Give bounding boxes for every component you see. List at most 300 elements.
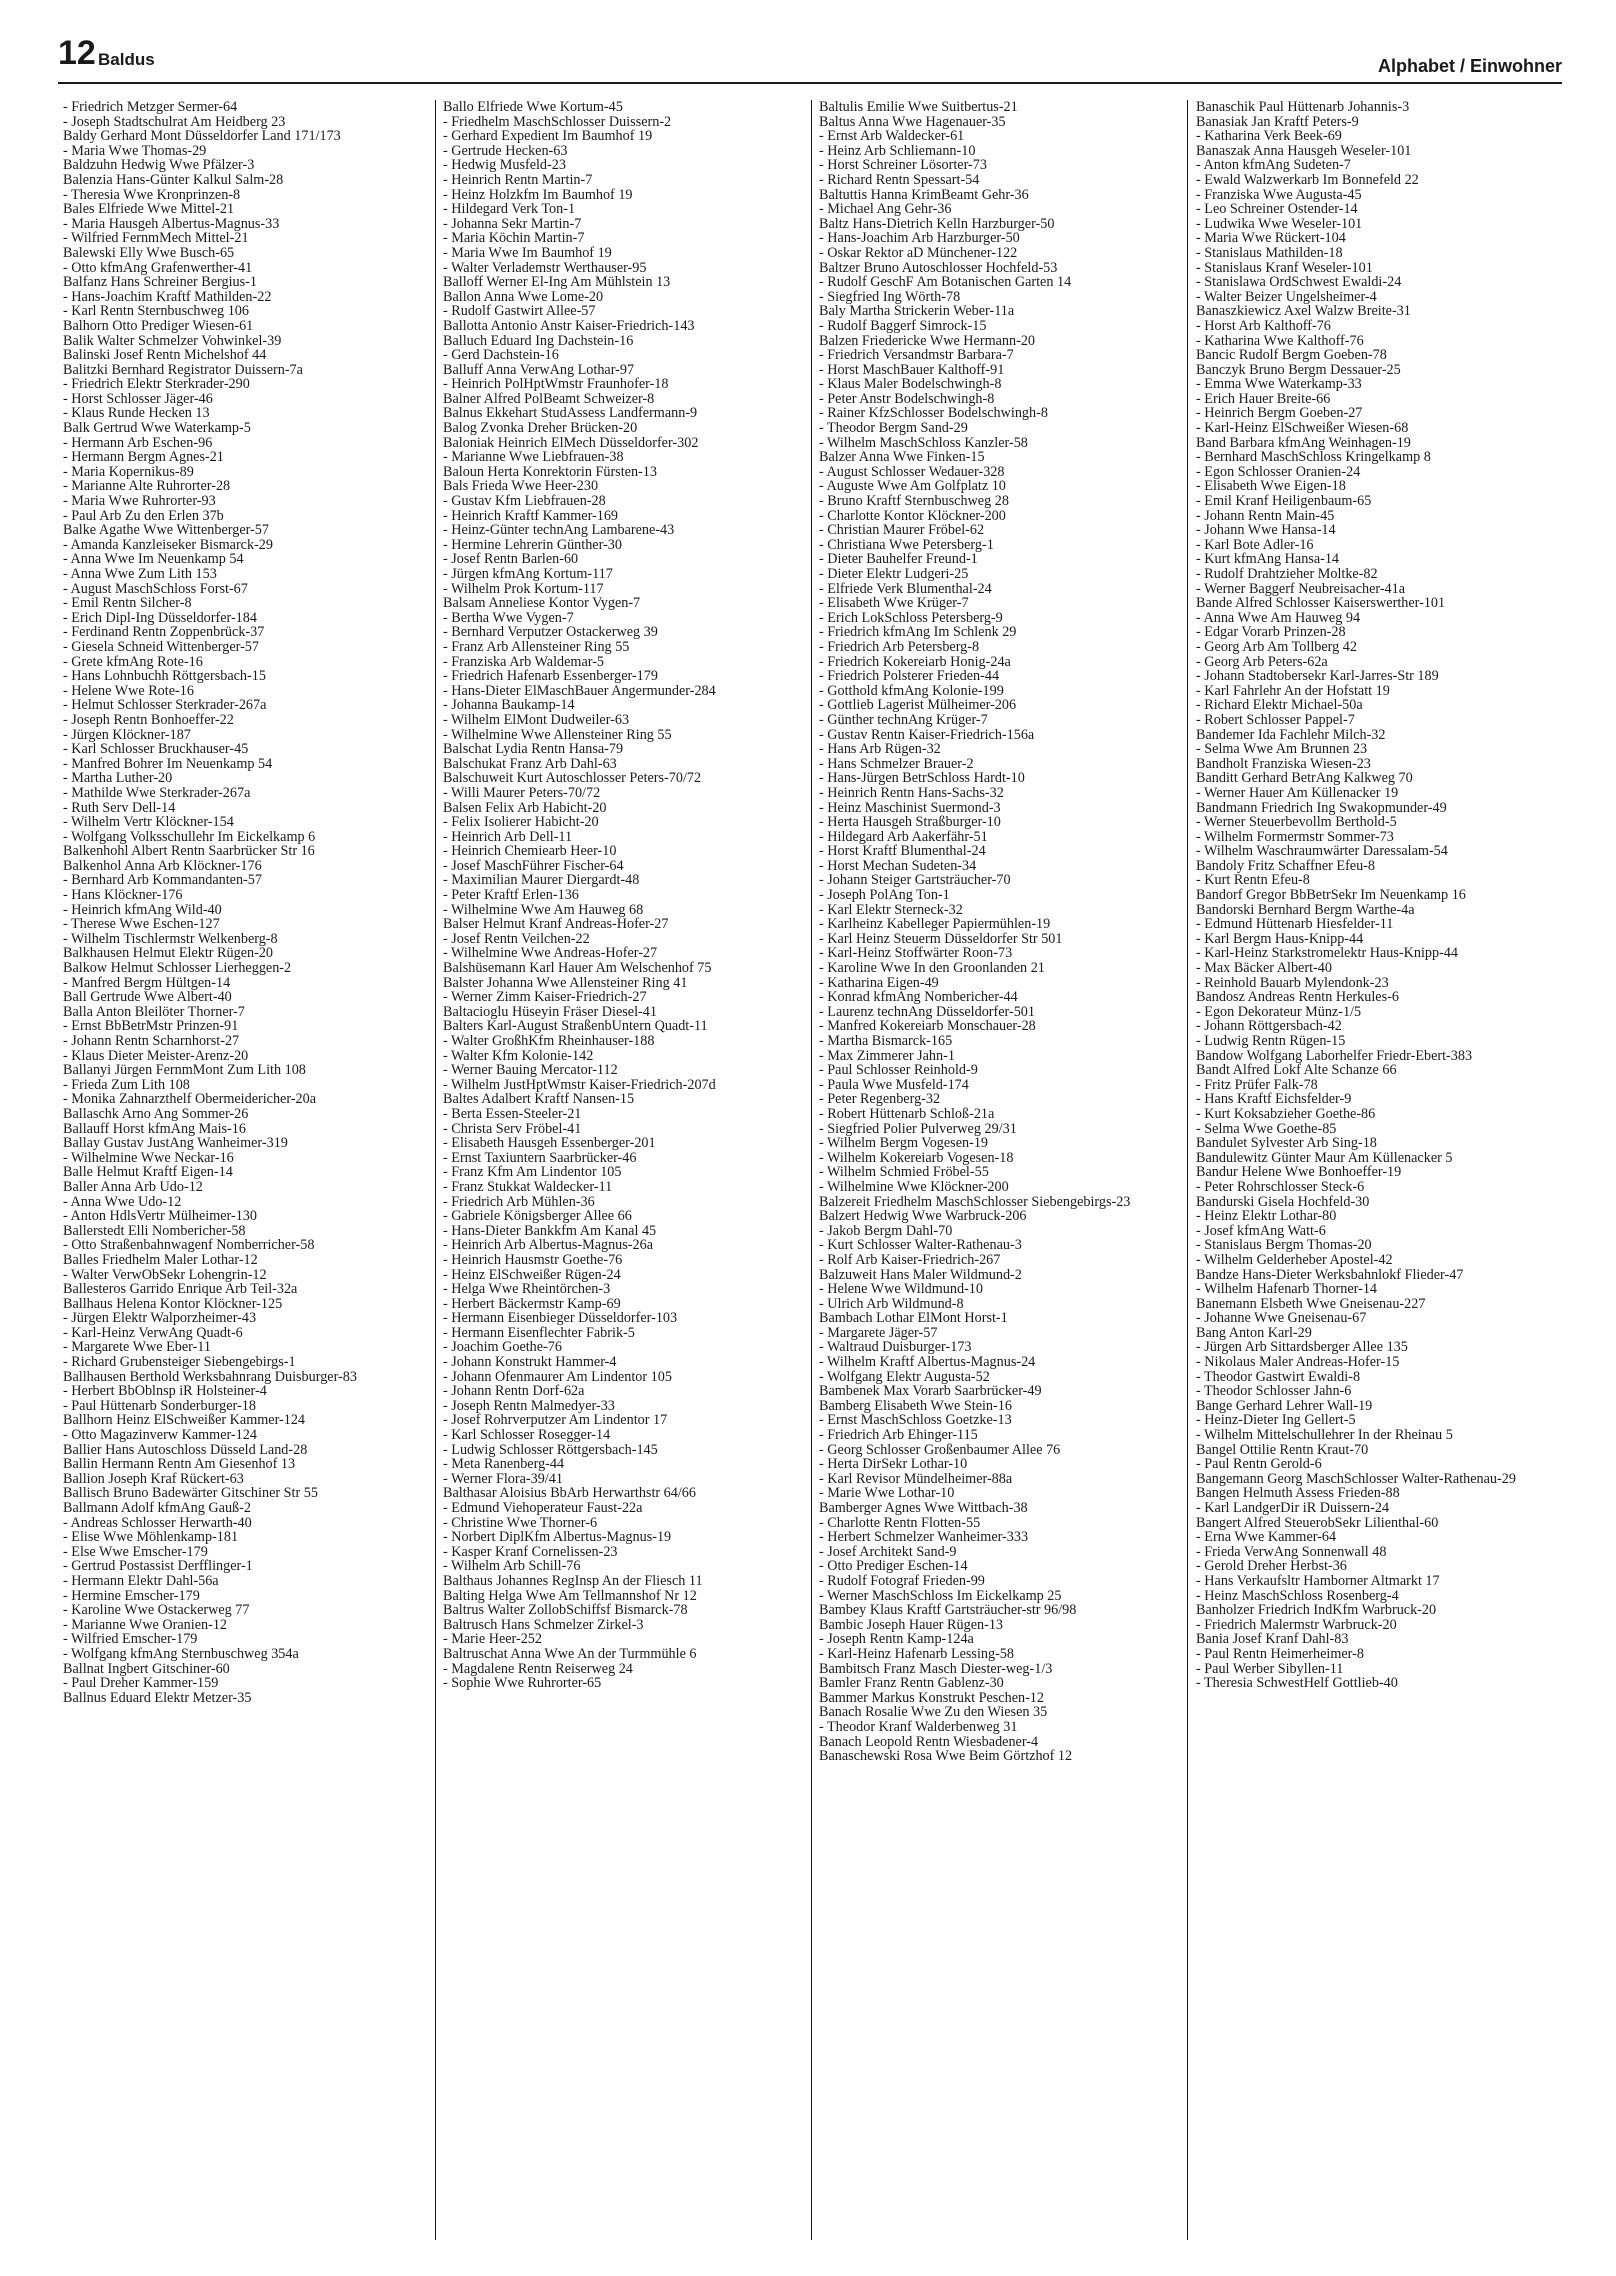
directory-entry: Bandur Helene Wwe Bonhoeffer-19 [1196, 1164, 1402, 1181]
directory-entry: - Gabriele Königsberger Allee 66 [443, 1208, 632, 1225]
directory-entry: Bandulewitz Günter Maur Am Küllenacker 5 [1196, 1149, 1453, 1166]
directory-entry: - Herbert Schmelzer Wanheimer-333 [819, 1529, 1029, 1546]
directory-entry: - Heinrich Chemiearb Heer-10 [443, 843, 617, 860]
directory-entry: - Dieter Elektr Ludgeri-25 [819, 566, 969, 582]
directory-entry: Balsam Anneliese Kontor Vygen-7 [443, 595, 641, 612]
directory-entry: Banaszkiewicz Axel Walzw Breite-31 [1196, 303, 1411, 320]
directory-entry: Balsen Felix Arb Habicht-20 [443, 799, 607, 816]
directory-entry: Baltacioglu Hüseyin Fräser Diesel-41 [443, 1003, 657, 1020]
directory-entry: - Hedwig Musfeld-23 [443, 157, 566, 174]
directory-entry: Balog Zvonka Dreher Brücken-20 [443, 420, 638, 437]
directory-entry: Balewski Elly Wwe Busch-65 [63, 244, 235, 261]
directory-entry: - Horst MaschBauer Kalthoff-91 [819, 361, 1005, 378]
directory-entry: - Karlheinz Kabelleger Papiermühlen-19 [819, 916, 1051, 933]
directory-entry: - Friedrich Elektr Sterkrader-290 [63, 376, 250, 393]
directory-entry: Banemann Elsbeth Wwe Gneisenau-227 [1196, 1295, 1426, 1312]
directory-entry: - Wilhelm Mittelschullehrer In der Rheinau 5 [1196, 1427, 1453, 1444]
directory-entry: Bang Anton Karl-29 [1196, 1324, 1312, 1341]
directory-entry: - Jakob Bergm Dahl-70 [819, 1222, 953, 1239]
directory-entry: - Theodor Bergm Sand-29 [819, 420, 968, 437]
directory-entry: - Reinhold Bauarb Mylendonk-23 [1196, 974, 1389, 991]
directory-column-1 [63, 100, 429, 2250]
directory-entry: - Hans-Joachim Kraftf Mathilden-22 [63, 288, 272, 305]
directory-entry: - Joachim Goethe-76 [443, 1339, 562, 1356]
directory-entry: - Amanda Kanzleiseker Bismarck-29 [63, 536, 273, 553]
directory-entry: - Giesela Schneid Wittenberger-57 [63, 638, 259, 655]
directory-entry: Bambic Joseph Hauer Rügen-13 [819, 1616, 1004, 1633]
directory-entry: - Edmund Hüttenarb Hiesfelder-11 [1196, 916, 1394, 933]
directory-entry: - Johann Konstrukt Hammer-4 [443, 1354, 617, 1371]
directory-entry: - Georg Arb Peters-62a [1196, 653, 1328, 670]
directory-entry: - Konrad kfmAng Nombericher-44 [819, 989, 1018, 1006]
directory-entry: - Leo Schreiner Ostender-14 [1196, 201, 1358, 218]
directory-entry: - Ernst MaschSchloss Goetzke-13 [819, 1412, 1012, 1429]
directory-entry: - Josef Rentn Veilchen-22 [443, 930, 590, 947]
directory-entry: - Wilhelm Gelderheber Apostel-42 [1196, 1251, 1393, 1268]
directory-entry: Ballmann Adolf kfmAng Gauß-2 [63, 1500, 251, 1516]
directory-entry: - Karl-Heinz Starkstromelektr Haus-Knipp-44 [1196, 945, 1458, 962]
directory-entry: Balloff Werner El-Ing Am Mühlstein 13 [443, 274, 671, 291]
directory-entry: - Gerd Dachstein-16 [443, 347, 559, 364]
directory-entry: Ballon Anna Wwe Lome-20 [443, 288, 604, 305]
directory-entry: Baltruschat Anna Wwe An der Turmmühle 6 [443, 1645, 697, 1662]
directory-entry: - Johann Steiger Gartsträucher-70 [819, 872, 1011, 889]
directory-entry: Bandmann Friedrich Ing Swakopmunder-49 [1196, 799, 1447, 816]
directory-entry: Balik Walter Schmelzer Vohwinkel-39 [63, 332, 282, 349]
directory-entry: - Therese Wwe Eschen-127 [63, 916, 220, 933]
directory-entry: Baltrus Walter ZollobSchiffsf Bismarck-78 [443, 1602, 688, 1619]
directory-entry: - Paul Dreher Kammer-159 [63, 1675, 219, 1692]
directory-entry: - Norbert DiplKfm Albertus-Magnus-19 [443, 1529, 672, 1546]
directory-entry: - Herta DirSekr Lothar-10 [819, 1456, 968, 1473]
directory-entry: - Manfred Bergm Hültgen-14 [63, 974, 231, 991]
directory-entry: - Franz Arb Allensteiner Ring 55 [443, 638, 630, 655]
directory-entry: - Dieter Bauhelfer Freund-1 [819, 551, 978, 568]
directory-entry: - Wilhelm Tischlermstr Welkenberg-8 [63, 930, 278, 947]
directory-entry: Balitzki Bernhard Registrator Duissern-7a [63, 361, 303, 378]
directory-entry: - Max Bäcker Albert-40 [1196, 960, 1332, 977]
directory-entry: - Emma Wwe Waterkamp-33 [1196, 376, 1362, 393]
directory-entry: - Johanna Sekr Martin-7 [443, 215, 582, 232]
directory-entry: - Michael Ang Gehr-36 [819, 201, 952, 218]
directory-entry: - Kasper Kranf Cornelissen-23 [443, 1543, 618, 1560]
directory-entry: Baltulis Emilie Wwe Suitbertus-21 [819, 100, 1018, 115]
directory-entry: - Meta Ranenberg-44 [443, 1456, 565, 1473]
directory-entry: - Erich Dipl-Ing Düsseldorfer-184 [63, 609, 257, 626]
directory-entry: Bania Josef Kranf Dahl-83 [1196, 1631, 1349, 1648]
directory-entry: - Fritz Prüfer Falk-78 [1196, 1076, 1318, 1093]
directory-entry: Baldy Gerhard Mont Düsseldorfer Land 171/173 [63, 128, 341, 145]
directory-entry: Baltrusch Hans Schmelzer Zirkel-3 [443, 1616, 644, 1633]
directory-entry: - Gustav Rentn Kaiser-Friedrich-156a [819, 726, 1035, 743]
directory-entry: - Wilhelm Kokereiarb Vogesen-18 [819, 1149, 1014, 1166]
directory-entry: - Hans Arb Rügen-32 [819, 741, 941, 758]
directory-entry: - Josef Rentn Barlen-60 [443, 551, 579, 568]
directory-entry: - Ernst Arb Waldecker-61 [819, 128, 965, 145]
directory-entry: Balzer Anna Wwe Finken-15 [819, 449, 985, 466]
directory-entry: - Friedrich Versandmstr Barbara-7 [819, 347, 1014, 364]
directory-entry: - Klaus Dieter Meister-Arenz-20 [63, 1047, 249, 1064]
directory-entry: - Egon Dekorateur Münz-1/5 [1196, 1003, 1362, 1020]
section-title: Alphabet / Einwohner [1377, 56, 1562, 76]
directory-entry: - Christine Wwe Thorner-6 [443, 1514, 598, 1531]
directory-entry: Banach Rosalie Wwe Zu den Wiesen 35 [819, 1704, 1048, 1721]
directory-entry: - Wilhelm MaschSchloss Kanzler-58 [819, 434, 1028, 451]
directory-entry: - Kurt Koksabzieher Goethe-86 [1196, 1105, 1376, 1122]
directory-entry: - Wilhelmine Wwe Allensteiner Ring 55 [443, 726, 672, 743]
directory-entry: - Robert Hüttenarb Schloß-21a [819, 1105, 995, 1122]
directory-column-4 [1196, 100, 1562, 2250]
directory-entry: Bambitsch Franz Masch Diester-weg-1/3 [819, 1660, 1053, 1677]
directory-entry: - Theodor Gastwirt Ewaldi-8 [1196, 1368, 1361, 1385]
directory-entry: - Theodor Kranf Walderbenweg 31 [819, 1718, 1018, 1735]
directory-entry: - Siegfried Polier Pulverweg 29/31 [819, 1120, 1017, 1137]
directory-entry: - Anton HdlsVertr Mülheimer-130 [63, 1208, 257, 1225]
directory-entry: - Franz Stukkat Waldecker-11 [443, 1178, 613, 1195]
directory-entry: - Katharina Wwe Kalthoff-76 [1196, 332, 1364, 349]
directory-entry: Ballnus Eduard Elektr Metzer-35 [63, 1689, 252, 1706]
directory-entry: Bandt Alfred Lokf Alte Schanze 66 [1196, 1062, 1397, 1079]
directory-entry: - Rolf Arb Kaiser-Friedrich-267 [819, 1251, 1001, 1268]
directory-entry: - Jürgen Klöckner-187 [63, 726, 191, 743]
directory-entry: - Karl Heinz Steuerm Düsseldorfer Str 501 [819, 930, 1063, 947]
directory-entry: - Kurt Schlosser Walter-Rathenau-3 [819, 1237, 1022, 1254]
directory-entry: - Joseph PolAng Ton-1 [819, 887, 950, 904]
directory-entry: - Hildegard Verk Ton-1 [443, 201, 576, 218]
directory-entry: - Stanislaus Mathilden-18 [1196, 244, 1343, 261]
directory-entry: - August Schlosser Wedauer-328 [819, 463, 1005, 480]
directory-entry: - Georg Arb Am Tollberg 42 [1196, 638, 1357, 655]
directory-entry: - Johann Rentn Dorf-62a [443, 1383, 585, 1400]
directory-entry: - Karl Bergm Haus-Knipp-44 [1196, 930, 1364, 947]
directory-entry: Bandemer Ida Fachlehr Milch-32 [1196, 726, 1386, 743]
directory-entry: - Friedrich Hafenarb Essenberger-179 [443, 668, 658, 685]
directory-entry: - Horst Schlosser Jäger-46 [63, 390, 213, 407]
directory-entry: - Rudolf Gastwirt Allee-57 [443, 303, 596, 320]
directory-entry: - Andreas Schlosser Herwarth-40 [63, 1514, 252, 1531]
directory-entry: - Walter Kfm Kolonie-142 [443, 1047, 594, 1064]
directory-entry: - Heinrich Arb Dell-11 [443, 828, 573, 845]
directory-entry: - Maria Wwe Rückert-104 [1196, 230, 1346, 247]
directory-entry: - Jürgen kfmAng Kortum-117 [443, 566, 613, 582]
directory-entry: - Elisabeth Wwe Krüger-7 [819, 595, 969, 612]
directory-entry: Bancic Rudolf Bergm Goeben-78 [1196, 347, 1387, 364]
directory-entry: - Wilhelm Bergm Vogesen-19 [819, 1135, 989, 1152]
directory-entry: - Karl Schlosser Bruckhauser-45 [63, 741, 249, 758]
directory-entry: - Hans-Joachim Arb Harzburger-50 [819, 230, 1020, 247]
column-divider [1187, 100, 1188, 2240]
directory-entry: Ballesteros Garrido Enrique Arb Teil-32a [63, 1281, 298, 1298]
directory-entry: - Marianne Wwe Oranien-12 [63, 1616, 228, 1633]
directory-entry: - Hans Klöckner-176 [63, 887, 183, 904]
directory-entry: - Marianne Alte Ruhrorter-28 [63, 478, 231, 495]
directory-entry: - Maximilian Maurer Diergardt-48 [443, 872, 640, 889]
directory-entry: - Emil Kranf Heiligenbaum-65 [1196, 493, 1372, 510]
directory-entry: - Josef Rohrverputzer Am Lindentor 17 [443, 1412, 668, 1429]
directory-entry: - Paul Rentn Gerold-6 [1196, 1456, 1322, 1473]
directory-entry: Bambey Klaus Kraftf Gartsträucher-str 96/98 [819, 1602, 1077, 1619]
directory-entry: Baltz Hans-Dietrich Kelln Harzburger-50 [819, 215, 1055, 232]
directory-entry: - Frieda Zum Lith 108 [63, 1076, 190, 1093]
directory-entry: Banaszak Anna Hausgeh Weseler-101 [1196, 142, 1412, 159]
directory-entry: - Manfred Bohrer Im Neuenkamp 54 [63, 755, 273, 772]
directory-entry: - Wilhelm Hafenarb Thorner-14 [1196, 1281, 1378, 1298]
directory-entry: - Bruno Kraftf Sternbuschweg 28 [819, 493, 1009, 510]
directory-entry: - Kurt Rentn Efeu-8 [1196, 872, 1310, 889]
directory-entry: Ballanyi Jürgen FernmMont Zum Lith 108 [63, 1062, 306, 1079]
directory-entry: - Hans Verkaufsltr Hamborner Altmarkt 17 [1196, 1572, 1440, 1589]
directory-entry: - Friedrich Arb Mühlen-36 [443, 1193, 595, 1210]
directory-entry: - Monika Zahnarzthelf Obermeidericher-20a [63, 1091, 316, 1108]
directory-entry: - Anna Wwe Im Neuenkamp 54 [63, 551, 244, 568]
directory-entry: - Stanislaus Bergm Thomas-20 [1196, 1237, 1372, 1254]
directory-entry: Ballotta Antonio Anstr Kaiser-Friedrich-143 [443, 317, 695, 334]
directory-entry: Balfanz Hans Schreiner Bergius-1 [63, 274, 257, 291]
directory-entry: - Siegfried Ing Wörth-78 [819, 288, 961, 305]
directory-entry: - Wilhelm JustHptWmstr Kaiser-Friedrich-207d [443, 1076, 716, 1093]
directory-entry: Bandurski Gisela Hochfeld-30 [1196, 1193, 1370, 1210]
directory-entry: - Johann Stadtobersekr Karl-Jarres-Str 189 [1196, 668, 1439, 685]
directory-entry: Bangel Ottilie Rentn Kraut-70 [1196, 1441, 1369, 1458]
directory-entry: - Paula Wwe Musfeld-174 [819, 1076, 969, 1093]
directory-entry: - Johann Wwe Hansa-14 [1196, 522, 1336, 539]
directory-entry: Bamberg Elisabeth Wwe Stein-16 [819, 1397, 1012, 1414]
directory-entry: Banditt Gerhard BetrAng Kalkweg 70 [1196, 770, 1413, 787]
directory-entry: - Johann Ofenmaurer Am Lindentor 105 [443, 1368, 672, 1385]
directory-entry: Balshüsemann Karl Hauer Am Welschenhof 75 [443, 960, 712, 977]
directory-entry: - Laurenz technAng Düsseldorfer-501 [819, 1003, 1035, 1020]
directory-entry: - Karl Elektr Sterneck-32 [819, 901, 963, 918]
directory-entry: - Emil Rentn Silcher-8 [63, 595, 192, 612]
directory-column-3 [819, 100, 1185, 2250]
directory-entry: Balting Helga Wwe Am Tellmannshof Nr 12 [443, 1587, 697, 1604]
directory-entry: - Helmut Schlosser Sterkrader-267a [63, 697, 267, 714]
directory-entry: - Karl Rentn Sternbuschweg 106 [63, 303, 249, 320]
directory-entry: - Heinrich PolHptWmstr Fraunhofer-18 [443, 376, 669, 393]
directory-entry: - Friedhelm MaschSchlosser Duissern-2 [443, 113, 672, 130]
directory-entry: Balner Alfred PolBeamt Schweizer-8 [443, 390, 655, 407]
directory-entry: - Hans Schmelzer Brauer-2 [819, 755, 974, 772]
directory-entry: - Heinz ElSchweißer Rügen-24 [443, 1266, 621, 1283]
directory-entry: - Edmund Viehoperateur Faust-22a [443, 1500, 643, 1516]
directory-entry: - Rudolf Drahtzieher Moltke-82 [1196, 566, 1378, 582]
directory-entry: Balluch Eduard Ing Dachstein-16 [443, 332, 634, 349]
directory-entry: Balkenhol Anna Arb Klöckner-176 [63, 857, 262, 874]
directory-entry: Balinski Josef Rentn Michelshof 44 [63, 347, 267, 364]
directory-entry: Bandholt Franziska Wiesen-23 [1196, 755, 1371, 772]
directory-entry: - Heinrich Arb Albertus-Magnus-26a [443, 1237, 654, 1254]
directory-entry: - Joseph Stadtschulrat Am Heidberg 23 [63, 113, 286, 130]
directory-entry: - Grete kfmAng Rote-16 [63, 653, 203, 670]
directory-entry: - Ernst BbBetrMstr Prinzen-91 [63, 1018, 239, 1035]
directory-entry: - Waltraud Duisburger-173 [819, 1339, 972, 1356]
directory-entry: - Heinrich Bergm Goeben-27 [1196, 405, 1363, 422]
directory-entry: Ballnat Ingbert Gitschiner-60 [63, 1660, 230, 1677]
directory-entry: Balster Johanna Wwe Allensteiner Ring 41 [443, 974, 688, 991]
directory-entry: - Marie Heer-252 [443, 1631, 542, 1648]
directory-entry: - Anna Wwe Am Hauweg 94 [1196, 609, 1361, 626]
directory-entry: - Joseph Rentn Malmedyer-33 [443, 1397, 615, 1414]
directory-entry: - Jürgen Arb Sittardsberger Allee 135 [1196, 1339, 1408, 1356]
directory-entry: - Peter Rohrschlosser Steck-6 [1196, 1178, 1365, 1195]
directory-entry: - Elise Wwe Möhlenkamp-181 [63, 1529, 239, 1546]
directory-entry: - Horst Mechan Sudeten-34 [819, 857, 977, 874]
directory-entry: - Gotthold kfmAng Kolonie-199 [819, 682, 1004, 699]
directory-entry: - Josef MaschFührer Fischer-64 [443, 857, 624, 874]
directory-entry: - Gerhard Expedient Im Baumhof 19 [443, 128, 653, 145]
directory-entry: - Wilhelm Formermstr Sommer-73 [1196, 828, 1394, 845]
directory-entry: - Ewald Walzwerkarb Im Bonnefeld 22 [1196, 171, 1419, 188]
directory-entry: - Margarete Wwe Eber-11 [63, 1339, 211, 1356]
directory-entry: - Hans Lohnbuchh Röttgersbach-15 [63, 668, 266, 685]
directory-entry: - Heinz Arb Schliemann-10 [819, 142, 976, 159]
directory-entry: - Charlotte Rentn Flotten-55 [819, 1514, 981, 1531]
directory-entry: - Wilhelm Arb Schill-76 [443, 1558, 581, 1575]
directory-entry: - Otto Prediger Eschen-14 [819, 1558, 968, 1575]
directory-entry: Baltuttis Hanna KrimBeamt Gehr-36 [819, 186, 1029, 203]
directory-entry: Bambach Lothar ElMont Horst-1 [819, 1310, 1008, 1327]
directory-entry: - Wilfried FernmMech Mittel-21 [63, 230, 249, 247]
directory-entry: - Magdalene Rentn Reiserweg 24 [443, 1660, 633, 1677]
directory-entry: - Maria Wwe Ruhrorter-93 [63, 493, 216, 510]
directory-entry: - Max Zimmerer Jahn-1 [819, 1047, 955, 1064]
directory-entry: - Josef Architekt Sand-9 [819, 1543, 957, 1560]
directory-entry: Baltes Adalbert Kraftf Nansen-15 [443, 1091, 635, 1108]
directory-entry: - Wilhelmine Wwe Klöckner-200 [819, 1178, 1009, 1195]
directory-column-2 [443, 100, 809, 2250]
directory-entry: Ballhaus Helena Kontor Klöckner-125 [63, 1295, 283, 1312]
directory-entry: - Werner Steuerbevollm Berthold-5 [1196, 814, 1397, 831]
directory-entry: - Ludwig Schlosser Röttgersbach-145 [443, 1441, 658, 1458]
directory-entry: - Karl-Heinz VerwAng Quadt-6 [63, 1324, 243, 1341]
directory-entry: - Helene Wwe Rote-16 [63, 682, 194, 699]
directory-entry: - Ludwig Rentn Rügen-15 [1196, 1033, 1346, 1049]
directory-entry: - Walter Verlademstr Werthauser-95 [443, 259, 647, 276]
directory-entry: - Paul Werber Sibyllen-11 [1196, 1660, 1344, 1677]
directory-entry: - Kurt kfmAng Hansa-14 [1196, 551, 1340, 568]
directory-entry: Baloun Herta Konrektorin Fürsten-13 [443, 463, 657, 480]
directory-entry: - Karl-Heinz Stoffwärter Roon-73 [819, 945, 1013, 962]
directory-entry: - Maria Hausgeh Albertus-Magnus-33 [63, 215, 280, 232]
directory-entry: - Marianne Wwe Liebfrauen-38 [443, 449, 624, 466]
directory-entry: - Peter Regenberg-32 [819, 1091, 941, 1108]
directory-entry: - Karl Bote Adler-16 [1196, 536, 1314, 553]
directory-entry: - Katharina Eigen-49 [819, 974, 939, 991]
directory-entry: Bandow Wolfgang Laborhelfer Friedr-Ebert-383 [1196, 1047, 1473, 1064]
directory-entry: - Horst Schreiner Lösorter-73 [819, 157, 987, 174]
directory-entry: - Herta Hausgeh Straßburger-10 [819, 814, 1001, 831]
directory-entry: Balters Karl-August StraßenbUntern Quadt-11 [443, 1018, 708, 1035]
directory-entry: - Richard Grubensteiger Siebengebirgs-1 [63, 1354, 296, 1371]
directory-entry: Ballier Hans Autoschloss Düsseld Land-28 [63, 1441, 308, 1458]
directory-entry: - Richard Elektr Michael-50a [1196, 697, 1363, 714]
directory-entry: - Egon Schlosser Oranien-24 [1196, 463, 1361, 480]
directory-entry: - Theodor Schlosser Jahn-6 [1196, 1383, 1352, 1400]
directory-entry: - Richard Rentn Spessart-54 [819, 171, 980, 188]
directory-entry: - Wilhelm Vertr Klöckner-154 [63, 814, 234, 831]
directory-entry: - Otto Straßenbahnwagenf Nomberricher-58 [63, 1237, 315, 1254]
directory-entry: Bande Alfred Schlosser Kaiserswerther-101 [1196, 595, 1446, 612]
directory-entry: - Walter Beizer Ungelsheimer-4 [1196, 288, 1377, 305]
directory-entry: - Hans-Dieter Bankkfm Am Kanal 45 [443, 1222, 657, 1239]
page-number: 12 [58, 34, 96, 72]
directory-entry: Bambenek Max Vorarb Saarbrücker-49 [819, 1383, 1042, 1400]
directory-entry: - Walter GroßhKfm Rheinhauser-188 [443, 1033, 655, 1049]
directory-entry: - Erna Wwe Kammer-64 [1196, 1529, 1337, 1546]
directory-entry: - Josef kfmAng Watt-6 [1196, 1222, 1326, 1239]
directory-entry: - Anna Wwe Zum Lith 153 [63, 566, 217, 582]
directory-entry: - Rudolf Baggerf Simrock-15 [819, 317, 987, 334]
directory-entry: - Felix Isolierer Habicht-20 [443, 814, 599, 831]
directory-entry: Balthaus Johannes RegInsp An der Fliesch 11 [443, 1572, 703, 1589]
directory-entry: Bandorski Bernhard Bergm Warthe-4a [1196, 901, 1415, 918]
directory-entry: Bamler Franz Rentn Gablenz-30 [819, 1675, 1004, 1692]
directory-entry: - Franziska Wwe Augusta-45 [1196, 186, 1362, 203]
directory-entry: - Hildegard Arb Aakerfähr-51 [819, 828, 988, 845]
directory-entry: - Christiana Wwe Petersberg-1 [819, 536, 994, 553]
directory-entry: - Else Wwe Emscher-179 [63, 1543, 208, 1560]
directory-entry: Balluff Anna VerwAng Lothar-97 [443, 361, 635, 378]
directory-entry: - Mathilde Wwe Sterkrader-267a [63, 784, 251, 801]
directory-entry: Balschuweit Kurt Autoschlosser Peters-70/72 [443, 770, 702, 787]
directory-entry: - Heinz Elektr Lothar-80 [1196, 1208, 1337, 1225]
directory-entry: - Rudolf GeschF Am Botanischen Garten 14 [819, 274, 1072, 291]
column-divider [435, 100, 436, 2240]
directory-entry: - Hans-Dieter ElMaschBauer Angermunder-284 [443, 682, 716, 699]
directory-entry: - Paul Arb Zu den Erlen 37b [63, 507, 224, 524]
directory-entry: Baltzer Bruno Autoschlosser Hochfeld-53 [819, 259, 1058, 276]
directory-entry: - Stanislaus Kranf Weseler-101 [1196, 259, 1373, 276]
directory-entry: - Karl-Heinz Hafenarb Lessing-58 [819, 1645, 1014, 1662]
directory-entry: Balzen Friedericke Wwe Hermann-20 [819, 332, 1036, 349]
directory-entry: - Heinz Maschinist Suermond-3 [819, 799, 1001, 816]
directory-entry: - Paul Hüttenarb Sonderburger-18 [63, 1397, 256, 1414]
directory-entry: - Hermann Bergm Agnes-21 [63, 449, 224, 466]
directory-entry: - Werner Hauer Am Küllenacker 19 [1196, 784, 1399, 801]
directory-entry: - Johann Rentn Scharnhorst-27 [63, 1033, 240, 1049]
directory-entry: Balkenhohl Albert Rentn Saarbrücker Str 16 [63, 843, 315, 860]
directory-entry: - Friedrich Polsterer Frieden-44 [819, 668, 1000, 685]
directory-entry: - Maria Wwe Thomas-29 [63, 142, 207, 159]
directory-entry: - Otto Magazinverw Kammer-124 [63, 1427, 257, 1444]
directory-entry: - Werner MaschSchloss Im Eickelkamp 25 [819, 1587, 1062, 1604]
directory-entry: - Hermann Eisenflechter Fabrik-5 [443, 1324, 635, 1341]
directory-entry: - Joseph Rentn Kamp-124a [819, 1631, 974, 1648]
directory-entry: Ballion Joseph Kraf Rückert-63 [63, 1470, 244, 1487]
directory-entry: - Helene Wwe Wildmund-10 [819, 1281, 983, 1298]
directory-entry: Balnus Ekkehart StudAssess Landfermann-9 [443, 405, 698, 422]
directory-entry: - Erich LokSchloss Petersberg-9 [819, 609, 1003, 626]
directory-entry: Balkow Helmut Schlosser Lierheggen-2 [63, 960, 292, 977]
directory-entry: - Gustav Kfm Liebfrauen-28 [443, 493, 606, 510]
directory-entry: - Selma Wwe Am Brunnen 23 [1196, 741, 1368, 758]
directory-entry: - Heinrich kfmAng Wild-40 [63, 901, 222, 918]
directory-entry: - Wilhelm ElMont Dudweiler-63 [443, 711, 630, 728]
directory-entry: - Martha Bismarck-165 [819, 1033, 953, 1049]
directory-entry: - Maria Köchin Martin-7 [443, 230, 585, 247]
directory-entry: - Heinrich Rentn Hans-Sachs-32 [819, 784, 1004, 801]
directory-entry: - Walter VerwObSekr Lohengrin-12 [63, 1266, 267, 1283]
directory-entry: - Rainer KfzSchlosser Bodelschwingh-8 [819, 405, 1048, 422]
directory-entry: Balenzia Hans-Günter Kalkul Salm-28 [63, 171, 284, 188]
directory-entry: - Friedrich Metzger Sermer-64 [63, 100, 238, 115]
directory-entry: - Charlotte Kontor Klöckner-200 [819, 507, 1006, 524]
directory-entry: - Werner Zimm Kaiser-Friedrich-27 [443, 989, 647, 1006]
directory-entry: Bangen Helmuth Assess Frieden-88 [1196, 1485, 1400, 1502]
directory-entry: Baltus Anna Wwe Hagenauer-35 [819, 113, 1006, 130]
directory-entry: - Heinz Holzkfm Im Baumhof 19 [443, 186, 633, 203]
directory-entry: Banasiak Jan Kraftf Peters-9 [1196, 113, 1359, 130]
